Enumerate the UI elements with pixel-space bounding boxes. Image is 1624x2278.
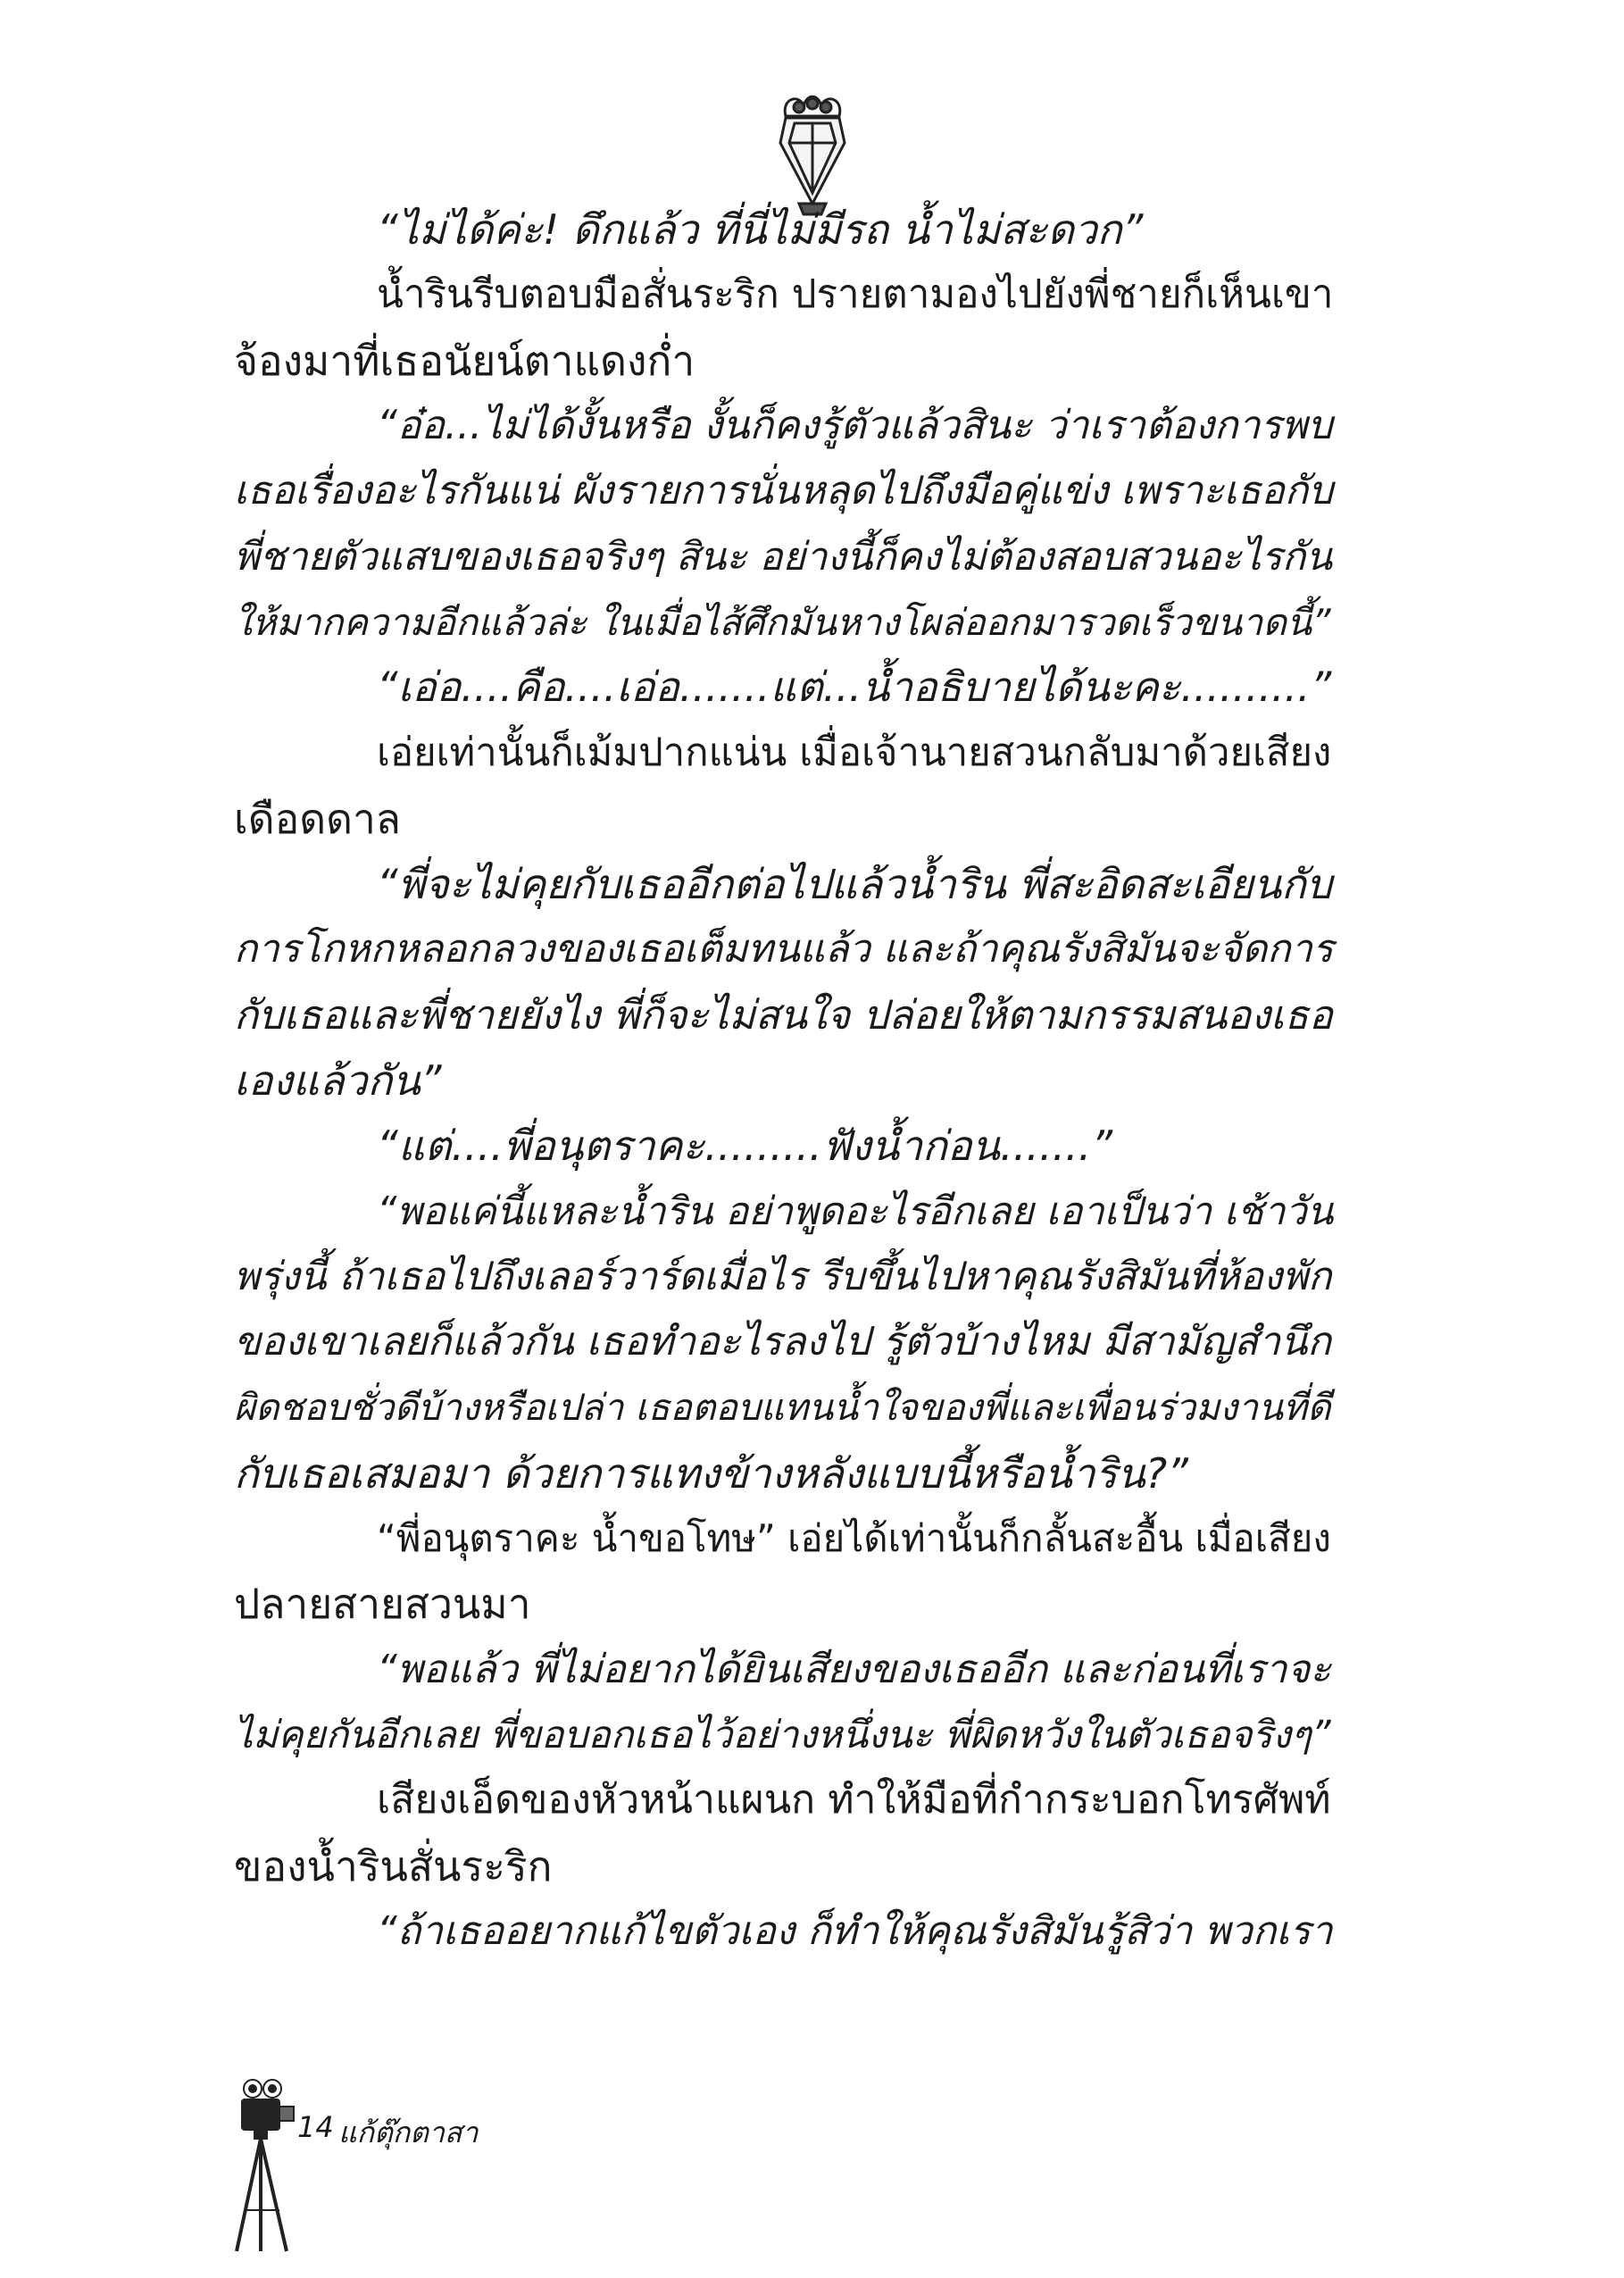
- film-camera-tripod-icon: [228, 2076, 299, 2255]
- text-line: ให้มากความอีกแล้วล่ะ ในเมื่อไส้ศึกมันหางโผล่ออกมารวดเร็วขนาดนี้”: [234, 600, 1331, 644]
- book-title: แก้ตุ๊กตาสา: [338, 2115, 479, 2149]
- text-line: ปลายสายสวนมา: [234, 1580, 531, 1629]
- text-line: “พี่จะไม่คุยกับเธออีกต่อไปแล้วน้ำริน พี่สะอิดสะเอียนกับ: [377, 860, 1332, 908]
- text-line: พี่ชายตัวแสบของเธอจริงๆ สินะ อย่างนี้ก็คงไม่ต้องสอบสวนอะไรกัน: [234, 534, 1333, 580]
- text-line: เอ่ยเท่านั้นก็เม้มปากแน่น เมื่อเจ้านายสวนกลับมาด้วยเสียง: [377, 730, 1332, 776]
- text-line: เธอเรื่องอะไรกันแน่ ผังรายการนั่นหลุดไปถึงมือคู่แข่ง เพราะเธอกับ: [234, 468, 1334, 514]
- text-line: ผิดชอบชั่วดีบ้างหรือเปล่า เธอตอบแทนน้ำใจของพี่และเพื่อนร่วมงานที่ดี: [234, 1386, 1331, 1430]
- text-line: “พี่อนุตราคะ น้ำขอโทษ” เอ่ยได้เท่านั้นก็กลั้นสะอื้น เมื่อเสียง: [377, 1516, 1331, 1560]
- text-line: จ้องมาที่เธอนัยน์ตาแดงก่ำ: [234, 336, 695, 385]
- text-line: “อ๋อ...ไม่ได้งั้นหรือ งั้นก็คงรู้ตัวแล้วสินะ ว่าเราต้องการพบ: [377, 402, 1333, 448]
- text-line: น้ำรินรีบตอบมือสั่นระริก ปรายตามองไปยังพี่ชายก็เห็นเขา: [377, 271, 1334, 318]
- text-line: เสียงเอ็ดของหัวหน้าแผนก ทำให้มือที่กำกระบอกโทรศัพท์: [377, 1777, 1331, 1823]
- text-line: “พอแล้ว พี่ไม่อยากได้ยินเสียงของเธออีก และก่อนที่เราจะ: [377, 1646, 1331, 1692]
- text-line: การโกหกหลอกลวงของเธอเต็มทนแล้ว และถ้าคุณรังสิมันจะจัดการ: [234, 927, 1334, 972]
- text-line: “ไม่ได้ค่ะ! ดึกแล้ว ที่นี่ไม่มีรถ น้ำไม่สะดวก”: [377, 205, 1144, 254]
- page-footer: [228, 2076, 674, 2255]
- text-line: “แต่....พี่อนุตราคะ.........ฟังน้ำก่อน.......”: [377, 1122, 1113, 1171]
- page-number: 14: [297, 2110, 334, 2144]
- text-line: “พอแค่นี้แหละน้ำริน อย่าพูดอะไรอีกเลย เอาเป็นว่า เช้าวัน: [377, 1189, 1334, 1234]
- text-line: กับเธอและพี่ชายยังไง พี่ก็จะไม่สนใจ ปล่อยให้ตามกรรมสนองเธอ: [234, 990, 1333, 1039]
- text-line: “ถ้าเธออยากแก้ไขตัวเอง ก็ทำให้คุณรังสิมันรู้สิว่า พวกเรา: [377, 1907, 1333, 1954]
- text-line: “เอ่อ....คือ....เอ่อ.......แต่...น้ำอธิบายได้นะคะ..........”: [377, 663, 1332, 712]
- text-line: เดือดดาล: [234, 794, 401, 843]
- text-line: พรุ่งนี้ ถ้าเธอไปถึงเลอร์วาร์ดเมื่อไร รีบขึ้นไปหาคุณรังสิมันที่ห้องพัก: [234, 1253, 1332, 1299]
- text-line: ไม่คุยกันอีกเลย พี่ขอบอกเธอไว้อย่างหนึ่งนะ พี่ผิดหวังในตัวเธอจริงๆ”: [234, 1712, 1331, 1756]
- text-line: ของเขาเลยก็แล้วกัน เธอทำอะไรลงไป รู้ตัวบ้างไหม มีสามัญสำนึก: [234, 1319, 1332, 1365]
- text-line: ของน้ำรินสั่นระริก: [234, 1841, 553, 1890]
- text-line: เองแล้วกัน”: [234, 1056, 442, 1105]
- text-line: กับเธอเสมอมา ด้วยการแทงข้างหลังแบบนี้หรือน้ำริน?”: [234, 1448, 1189, 1498]
